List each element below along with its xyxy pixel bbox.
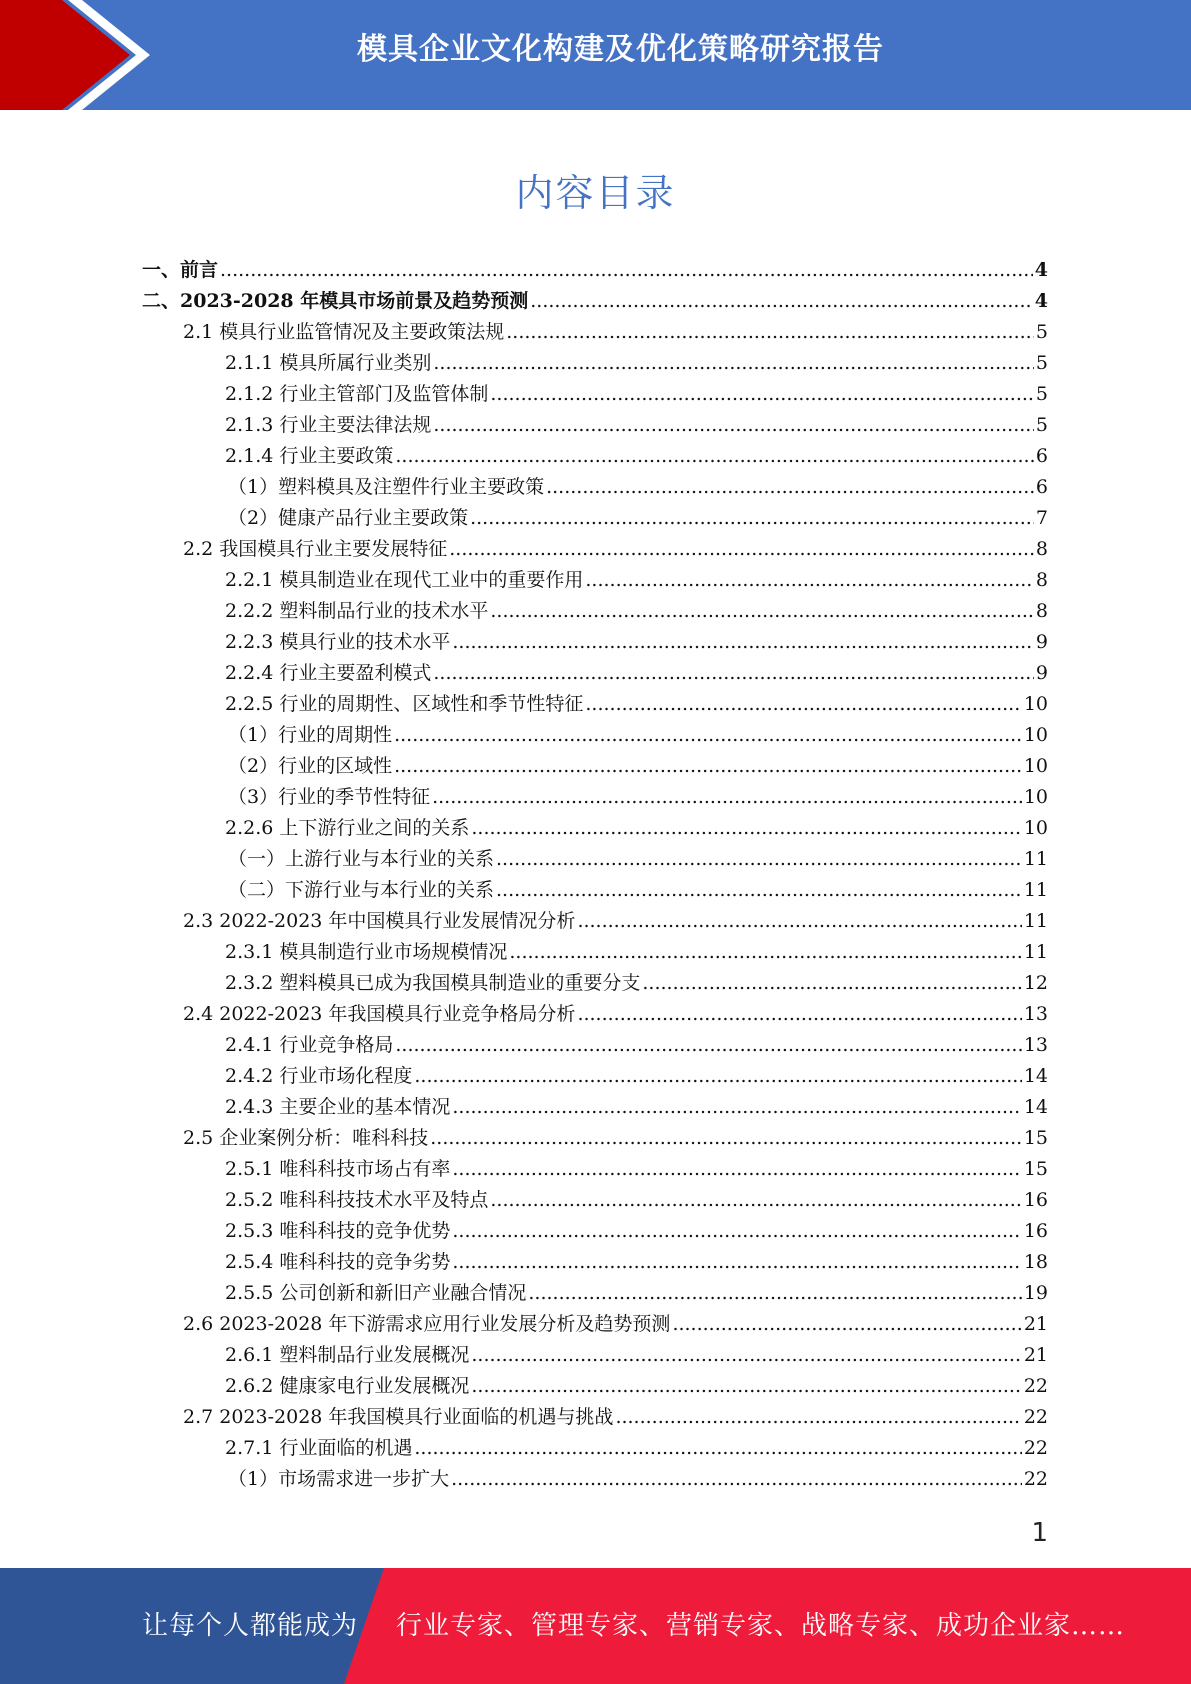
toc-entry-label: 2.5.5 公司创新和新旧产业融合情况: [225, 1282, 527, 1304]
toc-entry-page: 9: [1035, 631, 1048, 653]
toc-entry[interactable]: [142, 255, 1048, 286]
toc-entry-label: 2.2.2 塑料制品行业的技术水平: [225, 600, 489, 622]
toc-leader-dots: [496, 875, 1022, 906]
toc-leader-dots: [506, 317, 1034, 348]
toc-entry[interactable]: [228, 751, 1048, 782]
toc-entry[interactable]: [183, 534, 1048, 565]
toc-entry-label: （二）下游行业与本行业的关系: [228, 879, 495, 901]
toc-entry-page: 15: [1023, 1158, 1048, 1180]
toc-leader-dots: [449, 534, 1034, 565]
toc-entry-page: 5: [1035, 383, 1048, 405]
toc-entry-page: 7: [1035, 507, 1048, 529]
toc-entry-page: 5: [1035, 321, 1048, 343]
toc-entry-page: 16: [1023, 1189, 1048, 1211]
toc-leader-dots: [414, 1061, 1021, 1092]
toc-leader-dots: [490, 379, 1034, 410]
toc-leader-dots: [471, 1371, 1021, 1402]
toc-entry[interactable]: [225, 1216, 1048, 1247]
toc-entry-page: 15: [1023, 1127, 1048, 1149]
toc-leader-dots: [452, 1247, 1021, 1278]
toc-leader-dots: [452, 1216, 1021, 1247]
toc-leader-dots: [585, 689, 1021, 720]
toc-leader-dots: [430, 1123, 1022, 1154]
toc-entry[interactable]: [225, 937, 1048, 968]
toc-entry-label: （3）行业的季节性特征: [228, 786, 431, 808]
toc-entry-label: （1）塑料模具及注塑件行业主要政策: [228, 476, 545, 498]
toc-leader-dots: [496, 844, 1022, 875]
toc-entry-page: 4: [1034, 259, 1048, 281]
toc-entry[interactable]: [183, 1402, 1048, 1433]
toc-entry[interactable]: [228, 472, 1048, 503]
toc-entry-label: 二、2023-2028 年模具市场前景及趋势预测: [142, 290, 529, 312]
toc-entry-label: 2.5 企业案例分析：唯科科技: [183, 1127, 429, 1149]
toc-entry-page: 4: [1034, 290, 1048, 312]
toc-entry-label: 2.3.2 塑料模具已成为我国模具制造业的重要分支: [225, 972, 641, 994]
toc-entry[interactable]: [183, 999, 1048, 1030]
toc-leader-dots: [471, 1340, 1021, 1371]
toc-leader-dots: [546, 472, 1034, 503]
toc-leader-dots: [490, 1185, 1021, 1216]
toc-entry[interactable]: [225, 1061, 1048, 1092]
toc-entry-label: 2.2.5 行业的周期性、区域性和季节性特征: [225, 693, 584, 715]
toc-leader-dots: [394, 720, 1022, 751]
toc-entry-page: 5: [1035, 414, 1048, 436]
toc-leader-dots: [432, 782, 1022, 813]
footer-slogan-right: 行业专家、管理专家、营销专家、战略专家、成功企业家……: [396, 1611, 1126, 1641]
footer-slogan-left: 让每个人都能成为: [142, 1611, 359, 1641]
toc-entry-label: （1）市场需求进一步扩大: [228, 1468, 450, 1490]
toc-entry-label: 2.5.1 唯科科技市场占有率: [225, 1158, 451, 1180]
toc-entry-label: （1）行业的周期性: [228, 724, 393, 746]
toc-entry-page: 6: [1035, 445, 1048, 467]
toc-entry-page: 11: [1023, 879, 1048, 901]
toc-entry-page: 14: [1023, 1096, 1048, 1118]
toc-entry-label: 2.4.1 行业竞争格局: [225, 1034, 394, 1056]
toc-entry-label: 2.1.2 行业主管部门及监管体制: [225, 383, 489, 405]
toc-entry-page: 8: [1035, 569, 1048, 591]
toc-leader-dots: [528, 1278, 1021, 1309]
report-title: 模具企业文化构建及优化策略研究报告: [357, 32, 884, 67]
toc-entry[interactable]: [228, 782, 1048, 813]
toc-leader-dots: [452, 627, 1034, 658]
toc-entry[interactable]: [225, 627, 1048, 658]
toc-entry[interactable]: [183, 1123, 1048, 1154]
toc-entry-label: 2.5.2 唯科科技技术水平及特点: [225, 1189, 489, 1211]
toc-entry-label: （2）行业的区域性: [228, 755, 393, 777]
toc-leader-dots: [452, 1092, 1021, 1123]
toc-entry-page: 14: [1023, 1065, 1048, 1087]
toc-entry[interactable]: [225, 348, 1048, 379]
toc-entry-label: 2.3 2022-2023 年中国模具行业发展情况分析: [183, 910, 576, 932]
toc-entry[interactable]: [225, 1030, 1048, 1061]
toc-entry[interactable]: [183, 906, 1048, 937]
toc-entry-label: 2.7 2023-2028 年我国模具行业面临的机遇与挑战: [183, 1406, 614, 1428]
toc-entry-label: 2.6.1 塑料制品行业发展概况: [225, 1344, 470, 1366]
toc-entry-label: （2）健康产品行业主要政策: [228, 507, 469, 529]
page-footer: [0, 1568, 1191, 1684]
toc-leader-dots: [471, 813, 1021, 844]
toc-entry-page: 11: [1023, 910, 1048, 932]
toc-leader-dots: [672, 1309, 1021, 1340]
toc-leader-dots: [414, 1433, 1021, 1464]
toc-entry-page: 13: [1023, 1034, 1048, 1056]
toc-entry-label: 2.4 2022-2023 年我国模具行业竞争格局分析: [183, 1003, 576, 1025]
toc-entry-page: 12: [1023, 972, 1048, 994]
toc-entry-page: 19: [1023, 1282, 1048, 1304]
toc-leader-dots: [433, 658, 1034, 689]
toc-entry-page: 10: [1023, 786, 1048, 808]
toc-entry-label: 2.2.4 行业主要盈利模式: [225, 662, 432, 684]
toc-entry-page: 21: [1023, 1313, 1048, 1335]
toc-entry-label: 2.2.3 模具行业的技术水平: [225, 631, 451, 653]
toc-entry[interactable]: [225, 410, 1048, 441]
toc-entry[interactable]: [225, 1185, 1048, 1216]
toc-leader-dots: [530, 286, 1033, 317]
toc-entry-page: 22: [1023, 1437, 1048, 1459]
toc-entry[interactable]: [225, 813, 1048, 844]
toc-entry[interactable]: [225, 1340, 1048, 1371]
toc-entry[interactable]: [225, 1433, 1048, 1464]
toc-entry[interactable]: [228, 1464, 1048, 1495]
toc-entry[interactable]: [225, 379, 1048, 410]
toc-entry-label: 2.4.2 行业市场化程度: [225, 1065, 413, 1087]
toc-leader-dots: [395, 1030, 1021, 1061]
toc-leader-dots: [433, 348, 1034, 379]
toc-entry-label: 2.2.1 模具制造业在现代工业中的重要作用: [225, 569, 584, 591]
toc-entry-label: 2.1.3 行业主要法律法规: [225, 414, 432, 436]
toc-entry-page: 11: [1023, 848, 1048, 870]
toc-entry[interactable]: [225, 1092, 1048, 1123]
toc-entry-label: 2.5.4 唯科科技的竞争劣势: [225, 1251, 451, 1273]
toc-entry-label: 2.7.1 行业面临的机遇: [225, 1437, 413, 1459]
toc-entry-page: 10: [1023, 817, 1048, 839]
toc-entry-label: 一、前言: [142, 259, 219, 281]
toc-leader-dots: [615, 1402, 1021, 1433]
toc-entry-page: 22: [1023, 1468, 1048, 1490]
toc-entry-page: 10: [1023, 724, 1048, 746]
page-header: [0, 0, 1191, 110]
toc-entry-label: 2.3.1 模具制造行业市场规模情况: [225, 941, 508, 963]
toc-entry-label: 2.5.3 唯科科技的竞争优势: [225, 1220, 451, 1242]
toc-entry-page: 22: [1023, 1375, 1048, 1397]
toc-entry-page: 21: [1023, 1344, 1048, 1366]
toc-entry[interactable]: [228, 844, 1048, 875]
toc-entry[interactable]: [183, 1309, 1048, 1340]
toc-leader-dots: [470, 503, 1034, 534]
toc-entry-page: 9: [1035, 662, 1048, 684]
toc-entry[interactable]: [225, 1247, 1048, 1278]
toc-leader-dots: [394, 751, 1022, 782]
toc-entry[interactable]: [183, 317, 1048, 348]
toc-entry-label: 2.1.4 行业主要政策: [225, 445, 394, 467]
toc-entry-label: 2.4.3 主要企业的基本情况: [225, 1096, 451, 1118]
toc-leader-dots: [490, 596, 1034, 627]
toc-entry[interactable]: [225, 658, 1048, 689]
toc-entry-label: 2.1 模具行业监管情况及主要政策法规: [183, 321, 505, 343]
toc-entry-page: 8: [1035, 600, 1048, 622]
toc-leader-dots: [642, 968, 1021, 999]
toc-leader-dots: [395, 441, 1034, 472]
page-number: 1: [1031, 1518, 1048, 1548]
toc-entry-page: 18: [1023, 1251, 1048, 1273]
toc-entry[interactable]: [228, 503, 1048, 534]
toc-entry-page: 8: [1035, 538, 1048, 560]
toc-entry-label: 2.6.2 健康家电行业发展概况: [225, 1375, 470, 1397]
toc-leader-dots: [220, 255, 1033, 286]
toc-entry[interactable]: [225, 1278, 1048, 1309]
toc-heading: 内容目录: [515, 171, 676, 215]
toc-entry-label: 2.1.1 模具所属行业类别: [225, 352, 432, 374]
toc-entry-page: 13: [1023, 1003, 1048, 1025]
toc-entry[interactable]: [225, 1371, 1048, 1402]
toc-leader-dots: [509, 937, 1021, 968]
toc-entry-label: 2.6 2023-2028 年下游需求应用行业发展分析及趋势预测: [183, 1313, 671, 1335]
toc-entry[interactable]: [225, 596, 1048, 627]
toc-entry[interactable]: [225, 689, 1048, 720]
toc-leader-dots: [452, 1154, 1021, 1185]
toc-entry-page: 10: [1023, 755, 1048, 777]
toc-entry-page: 22: [1023, 1406, 1048, 1428]
toc-entry-page: 10: [1023, 693, 1048, 715]
toc-leader-dots: [577, 906, 1021, 937]
toc-entry[interactable]: [225, 565, 1048, 596]
toc-entry-page: 6: [1035, 476, 1048, 498]
toc-entry[interactable]: [228, 720, 1048, 751]
toc-leader-dots: [577, 999, 1021, 1030]
toc-entry-label: 2.2.6 上下游行业之间的关系: [225, 817, 470, 839]
toc-entry-label: 2.2 我国模具行业主要发展特征: [183, 538, 448, 560]
toc-entry[interactable]: [228, 875, 1048, 906]
toc-leader-dots: [451, 1464, 1022, 1495]
toc-leader-dots: [585, 565, 1034, 596]
toc-entry-label: （一）上游行业与本行业的关系: [228, 848, 495, 870]
toc-entry-page: 5: [1035, 352, 1048, 374]
toc-leader-dots: [433, 410, 1034, 441]
toc-entry[interactable]: [225, 441, 1048, 472]
toc-entry-page: 16: [1023, 1220, 1048, 1242]
toc-entry[interactable]: [225, 968, 1048, 999]
toc-entry[interactable]: [225, 1154, 1048, 1185]
toc-entry-page: 11: [1023, 941, 1048, 963]
toc-entry[interactable]: [142, 286, 1048, 317]
